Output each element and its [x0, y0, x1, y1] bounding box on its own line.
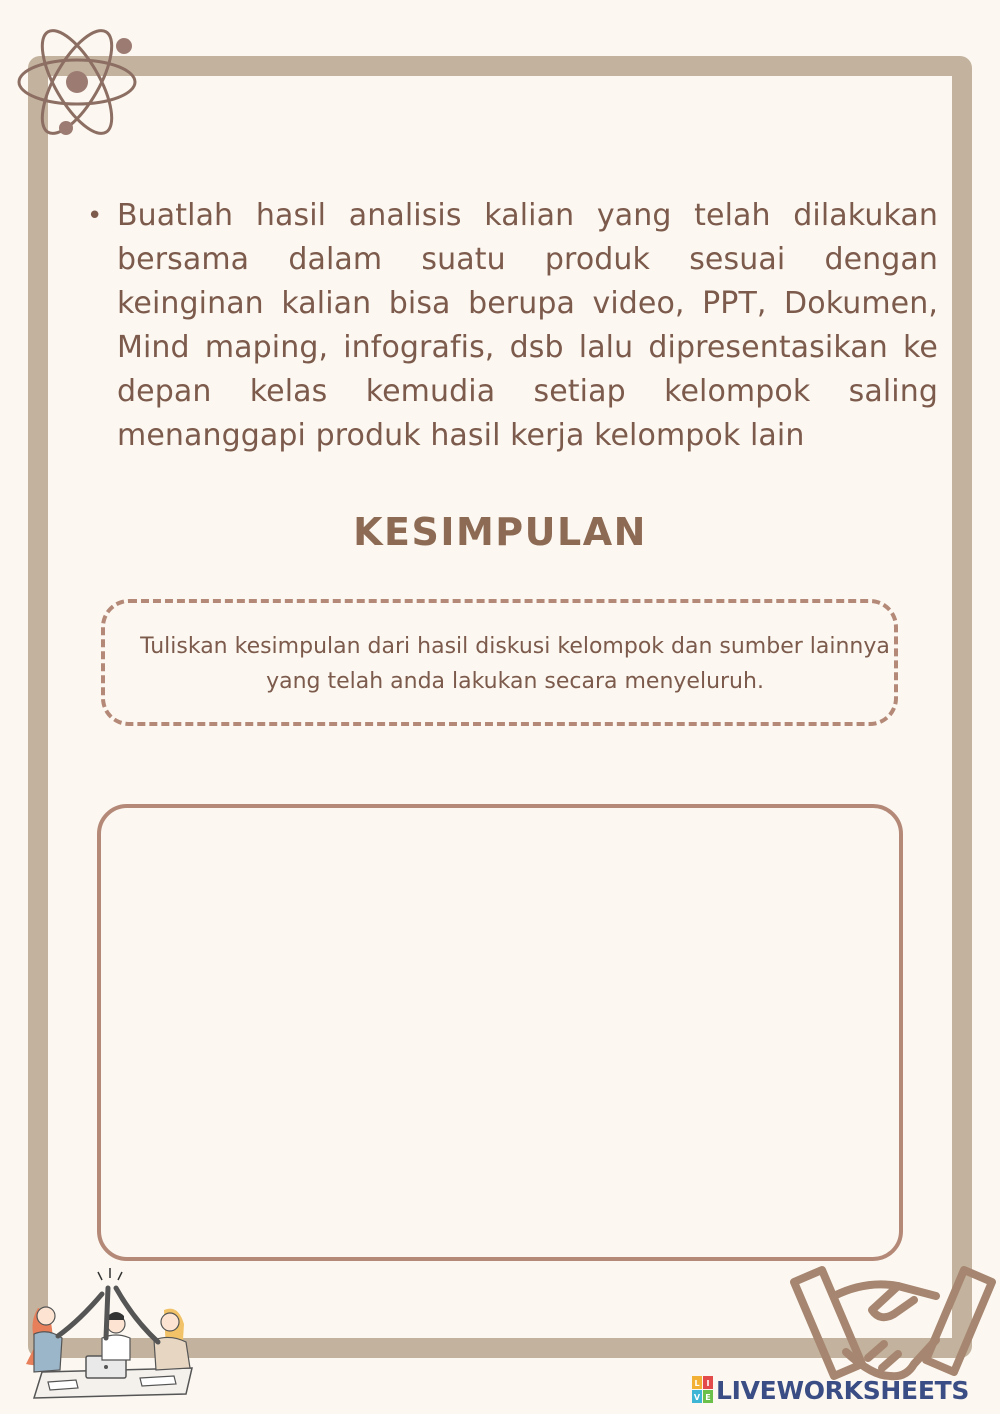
brand-logo[interactable]: [692, 1374, 969, 1406]
bullet-icon: •: [87, 201, 103, 231]
instruction-item: [86, 194, 938, 458]
prompt-box: [101, 599, 898, 726]
section-heading: KESIMPULAN: [353, 510, 647, 554]
logo-letter-i: I: [706, 1379, 710, 1388]
logo-letter-l: L: [694, 1379, 700, 1388]
answer-box[interactable]: [97, 804, 903, 1261]
instruction-text: Buatlah hasil analisis kalian yang telah dilakukan bersama dalam suatu produk sesuai dengan keinginan kalian bisa berupa video, PPT, Dokumen, Mind maping, infografis, dsb lalu dipresentasikan ke depan kelas kemudia setiap kelompok saling menanggapi produk hasil kerja kelompok lain: [117, 198, 938, 453]
handshake-icon: [786, 1256, 1000, 1392]
prompt-text: Tuliskan kesimpulan dari hasil diskusi kelompok dan sumber lainnya yang telah anda lakukan secara menyeluruh.: [140, 634, 890, 694]
brand-text: LIVEWORKSHEETS: [716, 1375, 970, 1405]
liveworksheets-logo-icon: [692, 1376, 714, 1404]
atom-icon: [14, 22, 140, 142]
logo-letter-e: E: [705, 1393, 711, 1402]
high-five-people-illustration: [14, 1264, 204, 1404]
instruction-list: [86, 194, 938, 458]
logo-letter-v: V: [693, 1393, 701, 1402]
